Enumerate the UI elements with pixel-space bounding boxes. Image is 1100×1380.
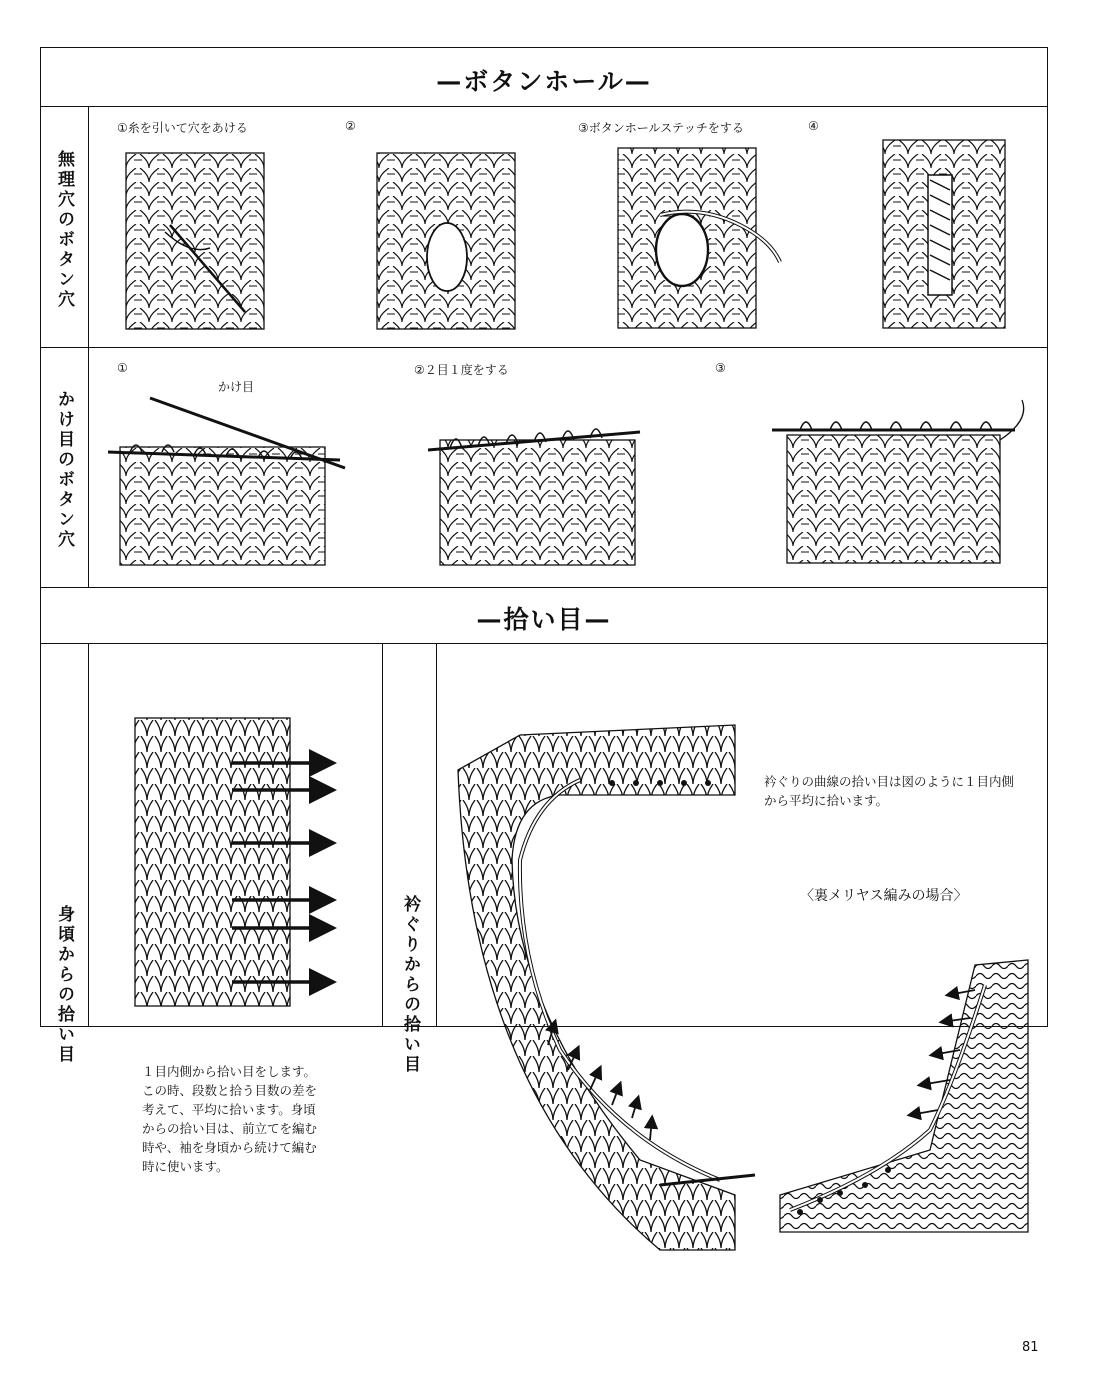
step-caption: ①糸を引いて穴をあける — [117, 121, 248, 135]
forced-hole-step1-illustration — [126, 153, 264, 329]
step-caption: ② — [345, 119, 356, 133]
forced-hole-step3-illustration — [618, 148, 780, 328]
forced-hole-step2-illustration — [377, 153, 515, 329]
step-caption: ① — [117, 361, 128, 375]
step-caption: ③ボタンホールステッチをする — [578, 121, 744, 135]
body-pickup-illustration — [135, 718, 330, 1006]
step-caption: ④ — [808, 119, 819, 133]
step-caption: ③ — [715, 361, 726, 375]
body-pickup-note: １目内側から拾い目をします。 この時、段数と拾う目数の差を 考えて、平均に拾います。身頃 からの拾い目は、前立てを編む 時や、袖を身頃から続けて編む 時に使います。 — [142, 1064, 318, 1174]
forced-hole-step4-illustration — [883, 140, 1005, 328]
neck-pickup-illustration — [458, 725, 755, 1250]
yarnover-hole-label: かけ目のボタン穴 — [54, 390, 74, 550]
page-number: 81 — [1022, 1340, 1039, 1355]
body-pickup-label: 身頃からの拾い目 — [54, 905, 74, 1065]
yarnover-callout: かけ目 — [218, 380, 255, 394]
yarnover-step1-illustration — [108, 398, 345, 565]
yarnover-step3-illustration — [772, 400, 1024, 563]
reverse-stockinette-illustration — [780, 960, 1028, 1232]
pickup-heading: —拾い目— — [476, 605, 612, 634]
step-caption: ②２目１度をする — [414, 363, 509, 377]
buttonhole-heading: —ボタンホール— — [436, 67, 652, 96]
neck-pickup-label: 衿ぐりからの拾い目 — [400, 895, 420, 1075]
neck-pickup-note: 衿ぐりの曲線の拾い目は図のように１目内側 から平均に拾います。 — [764, 774, 1015, 808]
yarnover-step2-illustration — [428, 429, 640, 565]
reverse-stockinette-caption: 〈裏メリヤス編みの場合〉 — [800, 888, 968, 904]
forced-hole-label: 無理穴のボタン穴 — [54, 150, 74, 310]
